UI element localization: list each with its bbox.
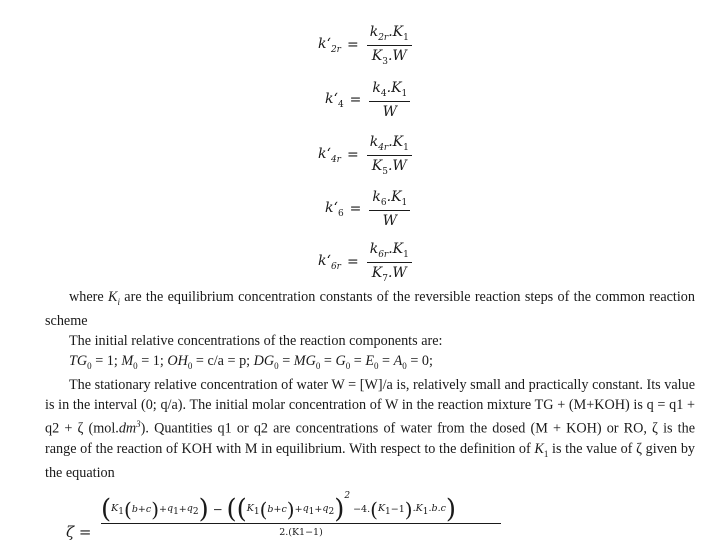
equation-lhs: $k‘_6$ <box>325 199 344 219</box>
paragraph-stationary: The stationary relative concentration of water W = [W]/a is, relatively small and practically constant. Its value is in the interval (0; q/a). The initial molar concentration of W in the reaction mixture TG + (M+KOH) is q = q1 + q2 + ζ $(mol.dm^3)$. Quantities q1 or q2 are concentrations of water from the dosed (M + KOH) or RO, ζ is the range of the reaction of KOH with M in equilibrium. With respect to the definition of $K_1$ is the value of ζ given by the equation <box>45 377 696 481</box>
equation-k4r: $k‘_{4r}$ = $\frac{k_{4r}.K_1}{K_5.W}$ <box>318 134 412 177</box>
zeta-numerator: $(K_1(b+c)+q_1+q_2) - ((K_1(b+c)+q_1+q_2)^2 -4.(K_1-1).K_1.b.c)$ <box>101 491 457 525</box>
fraction: $\frac{k_4.K_1}{W}$ <box>369 80 410 120</box>
zeta-denominator: 2.(K1−1) <box>279 527 323 538</box>
body-text <box>45 288 695 484</box>
fraction-bar <box>101 523 501 524</box>
equation-lhs: $k‘_4$ <box>325 90 344 110</box>
equation-k6r: $k‘_{6r}$ = $\frac{k_{6r}.K_1}{K_7.W}$ <box>318 241 412 284</box>
equation-lhs: $k‘_{4r}$ <box>318 145 341 165</box>
equation-lhs: $k‘_{6r}$ <box>318 252 341 272</box>
fraction: $\frac{k_{2r}.K_1}{K_3.W}$ <box>367 24 412 67</box>
equation-k2r: $k‘_{2r}$ = $\frac{k_{2r}.K_1}{K_3.W}$ <box>318 24 412 67</box>
equation-k6: $k‘_6$ = $\frac{k_6.K_1}{W}$ <box>325 189 410 229</box>
paragraph-initial: The initial relative concentrations of the reaction components are: <box>69 333 443 350</box>
paragraph-where: where $K_i$ are the equilibrium concentration constants of the reversible reaction steps of the common reaction scheme <box>45 289 695 330</box>
equation-k4: $k‘_4$ = $\frac{k_4.K_1}{W}$ <box>325 80 410 120</box>
fraction: $\frac{k_6.K_1}{W}$ <box>369 189 410 229</box>
fraction: $\frac{k_{6r}.K_1}{K_7.W}$ <box>367 241 412 284</box>
paragraph-initial-values: $TG_0 = 1$; $M_0 = 1$; $OH_0 = c/a = p$; $DG_0 = MG_0 = G_0 = E_0 = A_0 = 0$; <box>69 352 433 371</box>
equation-zeta <box>66 483 506 553</box>
fraction: $\frac{k_{4r}.K_1}{K_5.W}$ <box>367 134 412 177</box>
equation-lhs: $k‘_{2r}$ <box>318 35 341 55</box>
zeta-label: ζ = <box>66 523 92 541</box>
